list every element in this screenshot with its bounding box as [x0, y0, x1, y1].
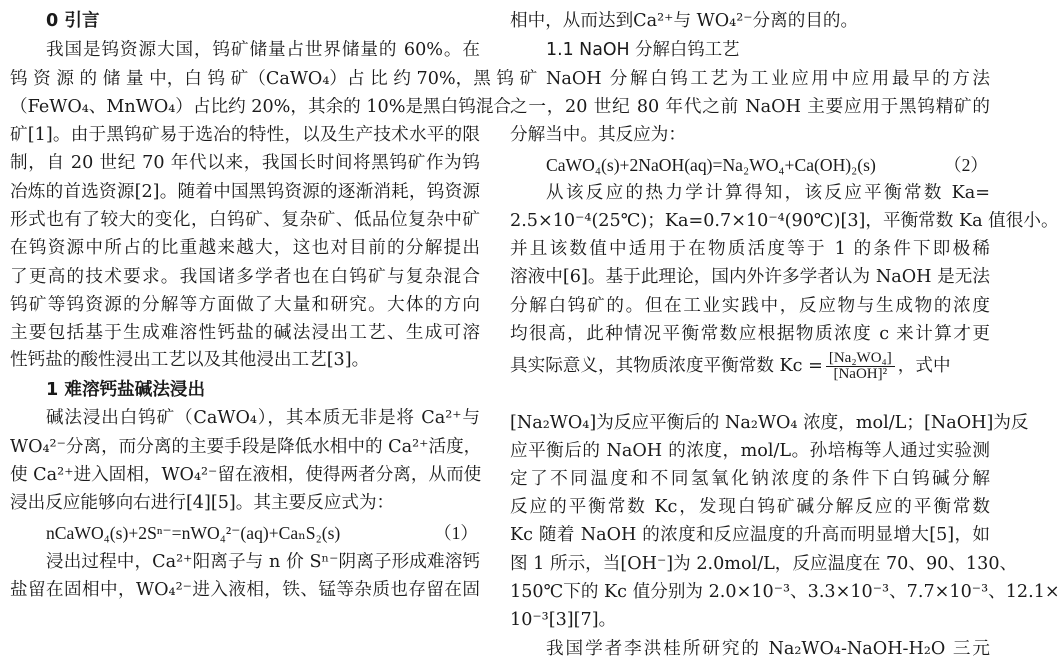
text-line: 分解当中。其反应为： [510, 125, 686, 145]
section-heading: 1.1 NaOH 分解白钨工艺 [546, 40, 740, 60]
text-line: 盐留在固相中，WO₄²⁻进入液相，铁、锰等杂质也存留在固 [10, 580, 480, 600]
text-line: 相中，从而达到Ca²⁺与 WO₄²⁻分离的目的。 [510, 11, 859, 31]
text-line: 反应的平衡常数 Kc，发现白钨矿碱分解反应的平衡常数 [510, 497, 990, 517]
equation: nCaWO₄(s)+2Sⁿ⁻=nWO₄²⁻(aq)+CaₙS₂(s) （1） [10, 518, 480, 548]
fraction-numerator: [Na₂WO₄] [826, 351, 895, 367]
text-line: 性钙盐的酸性浸出工艺以及其他浸出工艺[3]。 [10, 350, 370, 370]
text-line: [Na₂WO₄]为反应平衡后的 Na₂WO₄ 浓度，mol/L；[NaOH]为反 [510, 413, 1029, 433]
text-line: 主要包括基于生成难溶性钙盐的碱法浸出工艺、生成可溶 [10, 323, 480, 343]
text-line: 我国学者李洪桂所研究的 Na₂WO₄-NaOH-H₂O 三元 [546, 639, 990, 659]
text-line: 碱法浸出白钨矿（CaWO₄），其本质无非是将 Ca²⁺与 [46, 408, 480, 428]
text-line: 冶炼的首选资源[2]。随着中国黑钨资源的逐渐消耗，钨资源 [10, 182, 480, 202]
text-line: 我国是钨资源大国，钨矿储量占世界储量的 60%。在 [46, 40, 480, 60]
text-line: （FeWO₄、MnWO₄）占比约 20%，其余的 10%是黑白钨混合 [10, 97, 512, 117]
text-line: 之一，20 世纪 80 年代之前 NaOH 主要应用于黑钨精矿的 [510, 97, 990, 117]
text-line: 溶液中[6]。基于此理论，国内外许多学者认为 NaOH 是无法 [510, 267, 990, 287]
text-line: 浸出过程中，Ca²⁺阳离子与 n 价 Sⁿ⁻阴离子形成难溶钙 [46, 552, 480, 572]
text-line: 浸出反应能够向右进行[4][5]。其主要反应式为： [10, 493, 395, 513]
text-line: 10⁻³[3][7]。 [510, 610, 617, 630]
kc-fraction [826, 351, 895, 382]
text-line: 了更高的技术要求。我国诸多学者也在白钨矿与复杂混合 [10, 267, 480, 287]
text-line: 并且该数值中适用于在物质活度等于 1 的条件下即极稀 [510, 239, 990, 259]
text-line: 钨矿等钨资源的分解等方面做了大量和研究。大体的方向 [10, 295, 480, 315]
section-heading: 0 引言 [46, 11, 100, 31]
text-line: 分解白钨矿的。但在工业实践中，反应物与生成物的浓度 [510, 296, 990, 316]
equation: CaWO₄(s)+2NaOH(aq)=Na₂WO₄+Ca(OH)₂(s) （2） [510, 150, 990, 180]
text-line: 均很高，此种情况平衡常数应根据物质浓度 c 来计算才更 [510, 324, 990, 344]
formula-suffix: ，式中 [897, 356, 951, 376]
text-line: 钨 资 源 的 储 量 中，白 钨 矿（CaWO₄）占 比 约 70%，黑 钨 矿 [10, 69, 538, 89]
text-line: 2.5×10⁻⁴(25℃)；Ka=0.7×10⁻⁴(90℃)[3]，平衡常数 Ka 值很小。 [510, 211, 1059, 231]
text-line: 150℃下的 Kc 值分别为 2.0×10⁻³、3.3×10⁻³、7.7×10⁻³、12.1× [510, 582, 1060, 602]
text-line: WO₄²⁻分离，而分离的主要手段是降低水相中的 Ca²⁺活度， [10, 437, 482, 457]
text-line: 在钨资源中所占的比重越来越大，这也对目前的分解提出 [10, 238, 480, 258]
section-heading: 1 难溶钙盐碱法浸出 [46, 380, 206, 400]
text-line: NaOH 分解白钨工艺为工业应用中应用最早的方法 [546, 69, 990, 89]
formula-prefix: 具实际意义，其物质浓度平衡常数 Kc = [510, 356, 823, 376]
text-line: 使 Ca²⁺进入固相，WO₄²⁻留在液相，使得两者分离，从而使 [10, 465, 482, 485]
text-line: 图 1 所示，当[OH⁻]为 2.0mol/L，反应温度在 70、90、130、 [510, 554, 1018, 574]
equation-number: （2） [944, 155, 988, 175]
text-line: 形式也有了较大的变化，白钨矿、复杂矿、低品位复杂中矿 [10, 210, 480, 230]
kc-formula-line [510, 344, 990, 388]
fraction-denominator: [NaOH]² [833, 365, 888, 382]
text-line: 从该反应的热力学计算得知，该反应平衡常数 Ka= [546, 183, 990, 203]
text-line: 矿[1]。由于黑钨矿易于选冶的特性，以及生产技术水平的限 [10, 125, 480, 145]
text-line: 应平衡后的 NaOH 的浓度，mol/L。孙培梅等人通过实验测 [510, 441, 990, 461]
text-line: 制，自 20 世纪 70 年代以来，我国长时间将黑钨矿作为钨 [10, 153, 480, 173]
equation-number: （1） [434, 523, 478, 543]
text-line: Kc 随着 NaOH 的浓度和反应温度的升高而明显增大[5]，如 [510, 525, 990, 545]
text-line: 定了不同温度和不同氢氧化钠浓度的条件下白钨碱分解 [510, 469, 990, 489]
